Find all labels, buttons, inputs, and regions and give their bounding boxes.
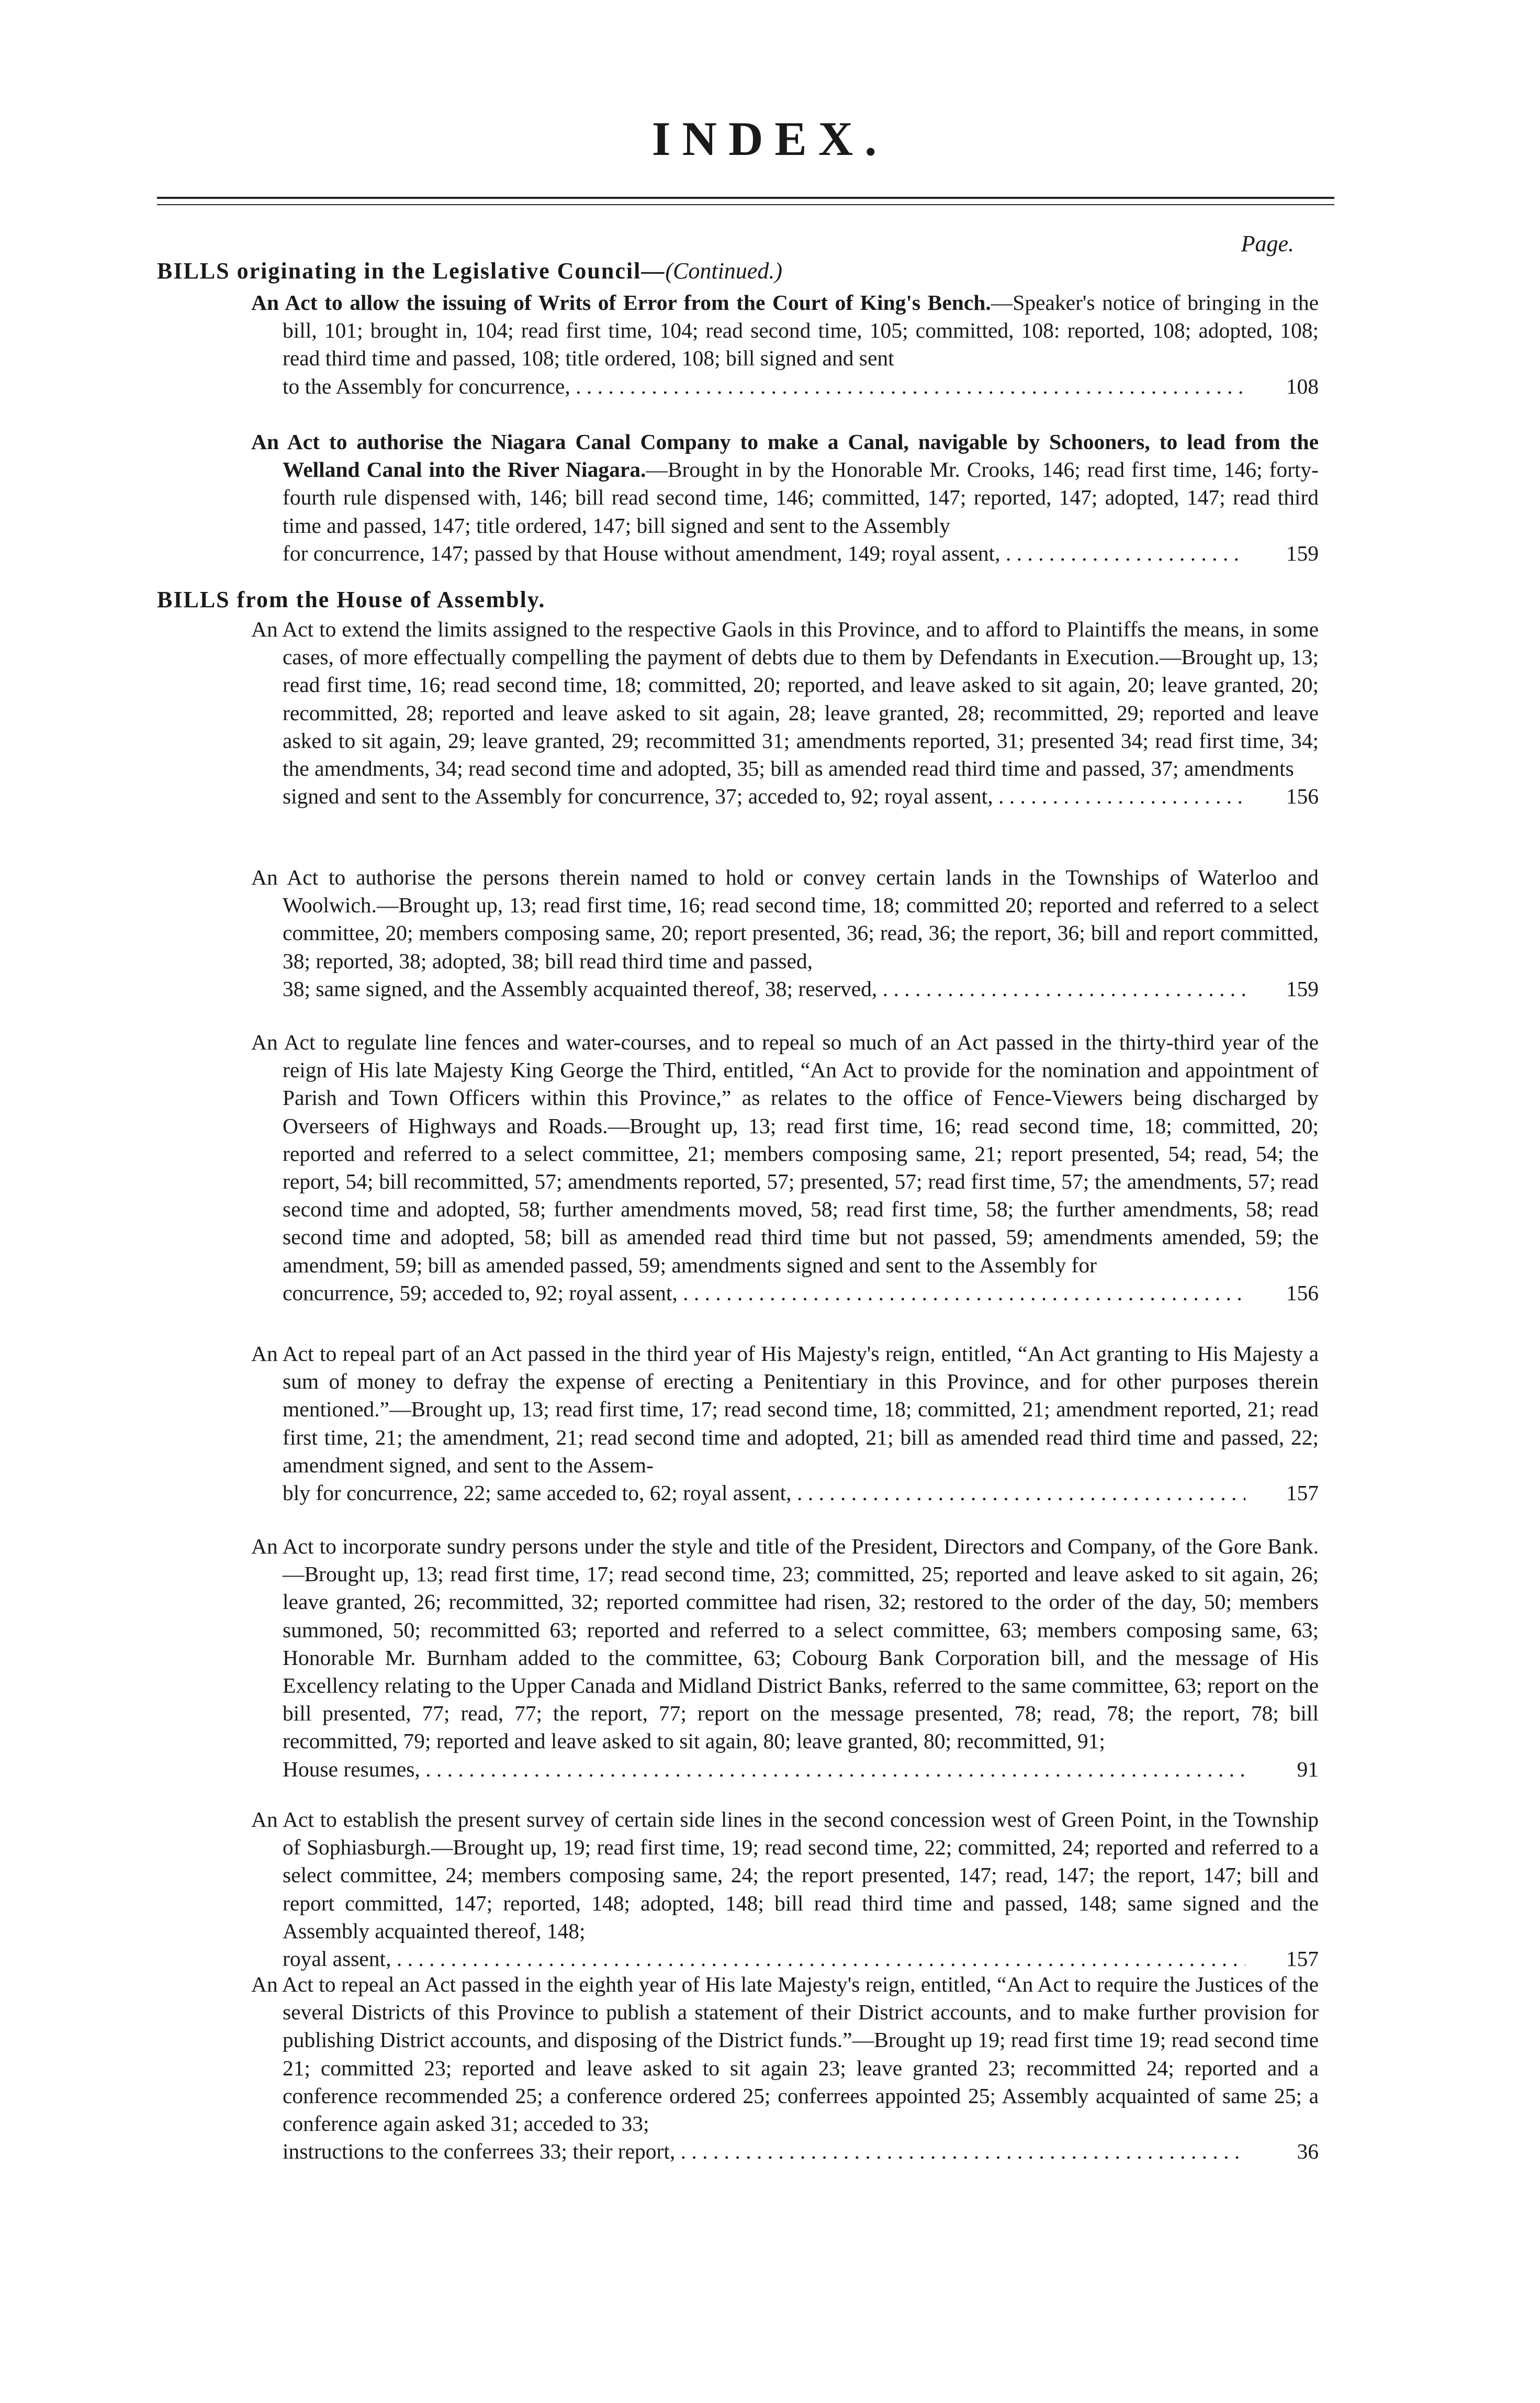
- entry-last-line: royal assent,: [283, 1947, 391, 1971]
- index-entry: [251, 616, 1319, 810]
- entry-proceedings: —Brought in by the Honorable Mr. Crooks, 146; read first time, 146; forty-fourth rule dispensed with, 146; bill read second time, 146; committed, 147; reported, 147; adopted, 147; read third time and passed, 147; title ordered, 147; bill signed and sent to the Assembly: [283, 457, 1319, 538]
- entry-last-line: for concurrence, 147; passed by that House without amendment, 149; royal assent,: [283, 541, 1001, 565]
- section-heading-legislative-council: [157, 256, 782, 286]
- section-heading-continued: (Continued.): [665, 258, 782, 284]
- title-rule-thick: [157, 197, 1334, 199]
- entry-page-number: 159: [1245, 975, 1319, 1003]
- page-column-label: Page.: [1241, 231, 1294, 256]
- title-rule-thin: [157, 204, 1334, 205]
- entry-last-line: signed and sent to the Assembly for concurrence, 37; acceded to, 92; royal assent,: [283, 784, 993, 809]
- index-entry: [251, 1340, 1319, 1507]
- entry-title: An Act to allow the issuing of Writs of Error from the Court of King's Bench.: [251, 290, 991, 315]
- entry-last-line: House resumes,: [283, 1757, 420, 1781]
- entry-page-number: 91: [1245, 1756, 1319, 1783]
- index-entry: [251, 864, 1319, 1003]
- page-title: INDEX.: [651, 112, 889, 165]
- index-entry: [251, 1029, 1319, 1307]
- entry-title: An Act to extend the limits assigned to the respective Gaols in this Province, and to afford to Plaintiffs the means, in some cases, of more effectually compelling the payment of debts due to them by Defendants in Execution.: [251, 617, 1319, 669]
- entry-proceedings: —Brought up, 13; read first time, 17; read second time, 23; committed, 25; reported and leave asked to sit again, 26; leave granted, 26; recommitted, 32; reported committee had risen, 32; restored to the order of the day, 50; members summoned, 50; recommitted 63; reported and referred to a select committee, 63; members composing same, 63; Honorable Mr. Burnham added to the committee, 63; Cobourg Bank Corporation bill, and the message of His Excellency relating to the Upper Canada and Midland District Banks, referred to the same committee, 63; report on the bill presented, 77; read, 77; the report, 77; report on the message presented, 78; read, 78; the report, 78; bill recommitted, 79; reported and leave asked to sit again, 80; leave granted, 80; recommitted, 91;: [283, 1562, 1319, 1753]
- entry-title: An Act to incorporate sundry persons under the style and title of the President, Directors and Company, of the Gore Bank.: [251, 1534, 1319, 1558]
- index-entry: [251, 1971, 1319, 2165]
- entry-title: An Act to regulate line fences and water-courses, and to repeal so much of an Act passed in the thirty-third year of the reign of His late Majesty King George the Third, entitled, “An Act to provide for the nomination and appointment of Parish and Town Officers within this Province,” as relates to the office of Fence-Viewers being discharged by Overseers of Highways and Roads.: [251, 1030, 1319, 1138]
- section-heading-text: BILLS originating in the Legislative Council—: [157, 258, 666, 284]
- entry-title: An Act to repeal part of an Act passed in the third year of His Majesty's reign, entitled, “An Act granting to His Majesty a sum of money to defray the expense of erecting a Penitentiary in this Province, and for other purposes therein mentioned.”: [251, 1342, 1319, 1422]
- entry-page-number: 157: [1245, 1479, 1319, 1507]
- entry-last-line: 38; same signed, and the Assembly acquainted thereof, 38; reserved,: [283, 976, 878, 1001]
- index-entry: [251, 428, 1319, 567]
- index-entry: [251, 1806, 1319, 1973]
- entry-last-line: instructions to the conferrees 33; their report,: [283, 2139, 676, 2164]
- entry-page-number: 159: [1245, 540, 1319, 567]
- entry-proceedings: —Speaker's notice of bringing in the bill, 101; brought in, 104; read first time, 104; read second time, 105; committed, 108: reported, 108; adopted, 108; read third time and passed, 108; title ordered, 108; bill signed and sent: [283, 290, 1319, 371]
- entry-proceedings: —Brought up, 13; read first time, 16; read second time, 18; committed, 20; reported, and leave asked to sit again, 20; leave granted, 20; recommitted, 28; reported and leave asked to sit again, 28; leave granted, 28; recommitted, 29; reported and leave asked to sit again, 29; leave granted, 29; recommitted 31; amendments reported, 31; presented 34; read first time, 34; the amendments, 34; read second time and adopted, 35; bill as amended read third time and passed, 37; amendments: [283, 645, 1319, 781]
- entry-last-line: to the Assembly for concurrence,: [283, 374, 570, 398]
- entry-page-number: 156: [1245, 783, 1319, 810]
- section-heading-text: BILLS from the House of Assembly.: [157, 587, 546, 612]
- entry-page-number: 36: [1245, 2138, 1319, 2165]
- entry-title: An Act to repeal an Act passed in the eighth year of His late Majesty's reign, entitled, “An Act to require the Justices of the several Districts of this Province to publish a statement of their District accounts, and to make further provision for publishing District accounts, and disposing of the District funds.”: [251, 1972, 1319, 2052]
- entry-title: An Act to authorise the persons therein named to hold or convey certain lands in the Townships of Waterloo and Woolwich.: [251, 865, 1319, 918]
- entry-proceedings: —Brought up, 13; read first time, 16; read second time, 18; committed, 20; reported and referred to a select committee, 21; members composing same, 21; report presented, 54; read, 54; the report, 54; bill recommitted, 57; amendments reported, 57; presented, 57; read first time, 57; the amendments, 57; read second time and adopted, 58; further amendments moved, 58; read first time, 58; the further amendments, 58; read second time and adopted, 58; bill as amended read third time but not passed, 59; amendments amended, 59; the amendment, 59; bill as amended passed, 59; amendments signed and sent to the Assembly for: [283, 1113, 1319, 1277]
- entry-proceedings: —Brought up, 13; read first time, 16; read second time, 18; committed 20; reported and referred to a select committee, 20; members composing same, 20; report presented, 36; read, 36; the report, 36; bill and report committed, 38; reported, 38; adopted, 38; bill read third time and passed,: [283, 893, 1319, 973]
- entry-title: An Act to authorise the Niagara Canal Company to make a Canal, navigable by Schooners, to lead from the Welland Canal into the River Niagara.: [251, 430, 1319, 482]
- entry-title: An Act to establish the present survey of certain side lines in the second concession west of Green Point, in the Township of Sophiasburgh.: [251, 1807, 1319, 1860]
- section-heading-house-of-assembly: [157, 585, 545, 614]
- entry-page-number: 108: [1245, 373, 1319, 400]
- entry-last-line: concurrence, 59; acceded to, 92; royal assent,: [283, 1280, 678, 1305]
- entry-proceedings: —Brought up 19; read first time 19; read second time 21; committed 23; reported and leave asked to sit again 23; leave granted 23; recommitted 24; reported and a conference recommended 25; a conference ordered 25; conferrees appointed 25; Assembly acquainted of same 25; a conference again asked 31; acceded to 33;: [283, 2028, 1319, 2136]
- entry-last-line: bly for concurrence, 22; same acceded to, 62; royal assent,: [283, 1481, 792, 1505]
- entry-page-number: 156: [1245, 1279, 1319, 1307]
- entry-proceedings: —Brought up, 19; read first time, 19; read second time, 22; committed, 24; reported and referred to a select committee, 24; members composing same, 24; the report presented, 147; read, 147; the report, 147; bill and report committed, 147; reported, 148; adopted, 148; bill read third time and passed, 148; same signed and the Assembly acquainted thereof, 148;: [283, 1835, 1319, 1943]
- index-entry: [251, 1533, 1319, 1783]
- index-entry: [251, 289, 1319, 400]
- entry-proceedings: —Brought up, 13; read first time, 17; read second time, 18; committed, 21; amendment reported, 21; read first time, 21; the amendment, 21; read second time and adopted, 21; bill as amended read third time and passed, 22; amendment signed, and sent to the Assem-: [283, 1397, 1319, 1477]
- entry-page-number: 157: [1245, 1945, 1319, 1973]
